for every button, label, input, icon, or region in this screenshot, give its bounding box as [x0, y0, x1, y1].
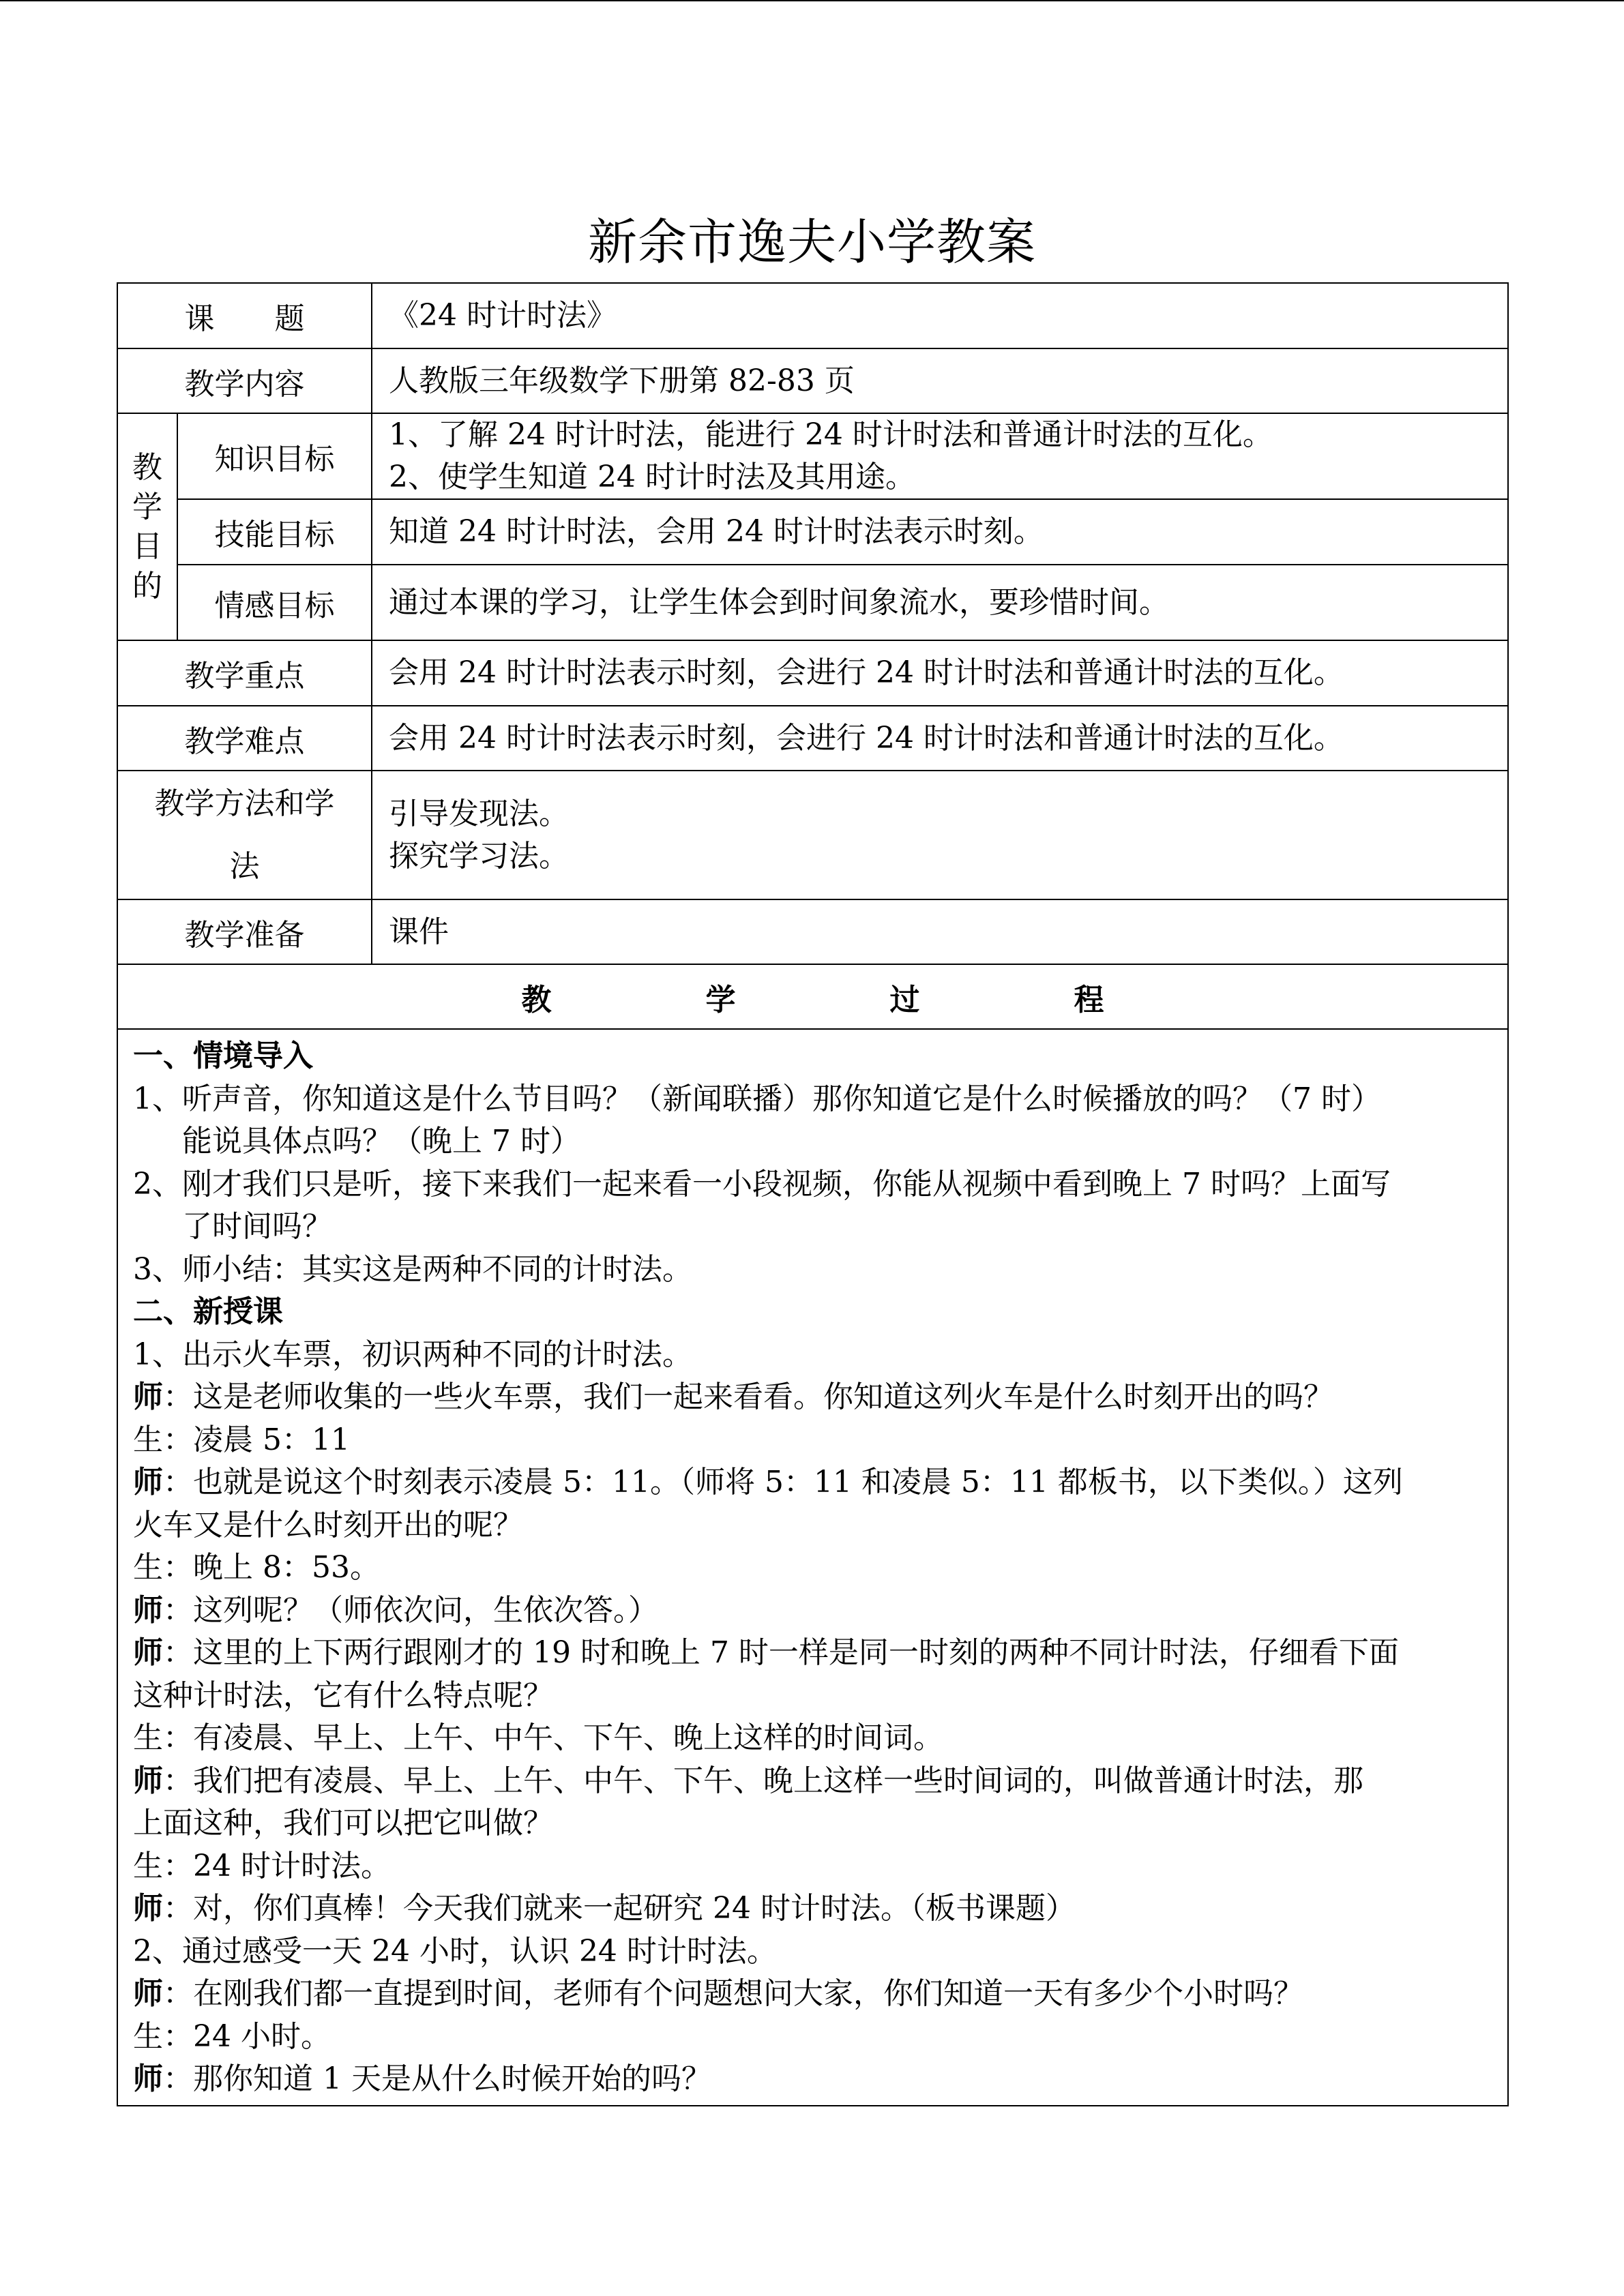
methods-label-line-2: 法: [229, 848, 260, 884]
speaker-text: ：也就是说这个时刻表示凌晨 5：11。（师将 5：11 和凌晨 5：11 都板书，以下类似。）这列: [163, 1465, 1403, 1500]
process-line: 3、师小结：其实这是两种不同的计时法。: [133, 1251, 692, 1287]
process-line: [133, 1973, 1492, 2016]
methods-line-2: 探究学习法。: [389, 838, 569, 874]
process-heading-char-1: 教: [521, 982, 552, 1017]
process-line: 生：有凌晨、早上、上午、中午、下午、晚上这样的时间词。: [133, 1720, 943, 1755]
objectives-label: [117, 413, 177, 640]
process-line: [133, 2058, 1492, 2101]
speaker-label: 师: [133, 1891, 163, 1926]
process-line: 生：24 小时。: [133, 2018, 331, 2054]
speaker-text: ：对，你们真棒！今天我们就来一起研究 24 时计时法。（板书课题）: [163, 1891, 1076, 1926]
speaker-label: 师: [133, 1976, 163, 2011]
process-line: 1、听声音，你知道这是什么节目吗？（新闻联播）那你知道它是什么时候播放的吗？（7 时）: [133, 1081, 1381, 1116]
process-line: 2、通过感受一天 24 小时，认识 24 时计时法。: [133, 1933, 777, 1969]
knowledge-goal-value: [372, 413, 1508, 499]
emotion-goal-value: 通过本课的学习，让学生体会到时间象流水，要珍惜时间。: [372, 565, 1508, 640]
row-knowledge-goal: [117, 413, 1508, 499]
speaker-text: ：这是老师收集的一些火车票，我们一起来看看。你知道这列火车是什么时刻开出的吗？: [163, 1380, 1333, 1414]
speaker-label: 师: [133, 1592, 163, 1628]
skill-goal-label: 技能目标: [177, 499, 372, 565]
process-heading-char-2: 学: [705, 982, 736, 1017]
process-heading-char-3: 过: [889, 982, 920, 1017]
content-label: 教学内容: [117, 348, 372, 413]
process-line: [133, 1461, 1492, 1504]
key-point-label: 教学重点: [117, 640, 372, 706]
row-difficulty: [117, 706, 1508, 771]
objectives-label-char: 的: [132, 568, 162, 603]
row-skill-goal: [117, 499, 1508, 565]
process-line: 生：凌晨 5：11: [133, 1422, 350, 1457]
row-emotion-goal: [117, 565, 1508, 640]
knowledge-goal-label: 知识目标: [177, 413, 372, 499]
speaker-text: ：我们把有凌晨、早上、上午、中午、下午、晚上这样一些时间词的，叫做普通计时法，那: [163, 1763, 1363, 1798]
row-prep: [117, 899, 1508, 964]
process-line: 1、出示火车票，初识两种不同的计时法。: [133, 1337, 692, 1372]
lesson-plan-table: [117, 282, 1509, 2106]
process-line: 这种计时法，它有什么特点呢？: [133, 1678, 553, 1713]
process-line: [133, 1632, 1492, 1675]
topic-label: 课 题: [117, 283, 372, 348]
process-lines: [133, 1035, 1492, 2101]
difficulty-value: 会用 24 时计时法表示时刻，会进行 24 时计时法和普通计时法的互化。: [372, 706, 1508, 771]
objectives-label-char: 目: [132, 528, 162, 564]
process-line: [133, 1376, 1492, 1419]
knowledge-goal-line-1: 1、了解 24 时计时法，能进行 24 时计时法和普通计时法的互化。: [389, 417, 1273, 452]
methods-label-line-1: 教学方法和学: [154, 786, 335, 821]
process-section-heading: 一、情境导入: [133, 1039, 313, 1073]
process-line: 能说具体点吗？（晚上 7 时）: [182, 1124, 580, 1159]
speaker-text: ：这列呢？（师依次问，生依次答。）: [163, 1592, 658, 1628]
process-line: [133, 1590, 1492, 1632]
process-line: 2、刚才我们只是听，接下来我们一起来看一小段视频，你能从视频中看到晚上 7 时吗？上面写: [133, 1166, 1391, 1202]
process-line: 生：24 时计时法。: [133, 1848, 391, 1883]
speaker-label: 师: [133, 1763, 163, 1798]
emotion-goal-label: 情感目标: [177, 565, 372, 640]
process-line: 了时间吗？: [182, 1209, 332, 1244]
process-line: 生：晚上 8：53。: [133, 1550, 380, 1585]
process-line: 火车又是什么时刻开出的呢？: [133, 1507, 523, 1542]
row-methods: [117, 771, 1508, 899]
speaker-label: 师: [133, 2061, 163, 2096]
process-body: [117, 1029, 1508, 2106]
objectives-label-char: 教: [132, 449, 162, 485]
objectives-label-char: 学: [132, 489, 162, 524]
prep-value: 课件: [372, 899, 1508, 964]
speaker-text: ：在刚我们都一直提到时间，老师有个问题想问大家，你们知道一天有多少个小时吗？: [163, 1976, 1303, 2011]
process-heading-char-4: 程: [1074, 982, 1104, 1017]
difficulty-label: 教学难点: [117, 706, 372, 771]
row-process-heading: [117, 964, 1508, 1029]
methods-line-1: 引导发现法。: [389, 796, 569, 831]
methods-label: [117, 771, 372, 899]
page-title: 新余市逸夫小学教案: [587, 213, 1036, 271]
skill-goal-value: 知道 24 时计时法，会用 24 时计时法表示时刻。: [372, 499, 1508, 565]
key-point-value: 会用 24 时计时法表示时刻，会进行 24 时计时法和普通计时法的互化。: [372, 640, 1508, 706]
top-border-line: [0, 0, 1624, 1]
row-content: [117, 348, 1508, 413]
speaker-label: 师: [133, 1465, 163, 1500]
process-line: 上面这种，我们可以把它叫做？: [133, 1806, 553, 1840]
row-topic: [117, 283, 1508, 348]
speaker-text: ：那你知道 1 天是从什么时候开始的吗？: [163, 2061, 711, 2096]
process-line: [133, 1888, 1492, 1930]
content-value: 人教版三年级数学下册第 82-83 页: [372, 348, 1508, 413]
methods-value: [372, 771, 1508, 899]
speaker-label: 师: [133, 1635, 163, 1670]
speaker-label: 师: [133, 1380, 163, 1414]
speaker-text: ：这里的上下两行跟刚才的 19 时和晚上 7 时一样是同一时刻的两种不同计时法，仔细看下面: [163, 1635, 1399, 1670]
row-process-body: [117, 1029, 1508, 2106]
prep-label: 教学准备: [117, 899, 372, 964]
process-line: [133, 1760, 1492, 1803]
process-heading: [117, 964, 1508, 1029]
topic-value: 《24 时计时法》: [372, 283, 1508, 348]
knowledge-goal-line-2: 2、使学生知道 24 时计时法及其用途。: [389, 460, 915, 494]
objectives-label-text: [118, 448, 177, 606]
process-section-heading: 二、新授课: [133, 1294, 283, 1329]
row-key-point: [117, 640, 1508, 706]
